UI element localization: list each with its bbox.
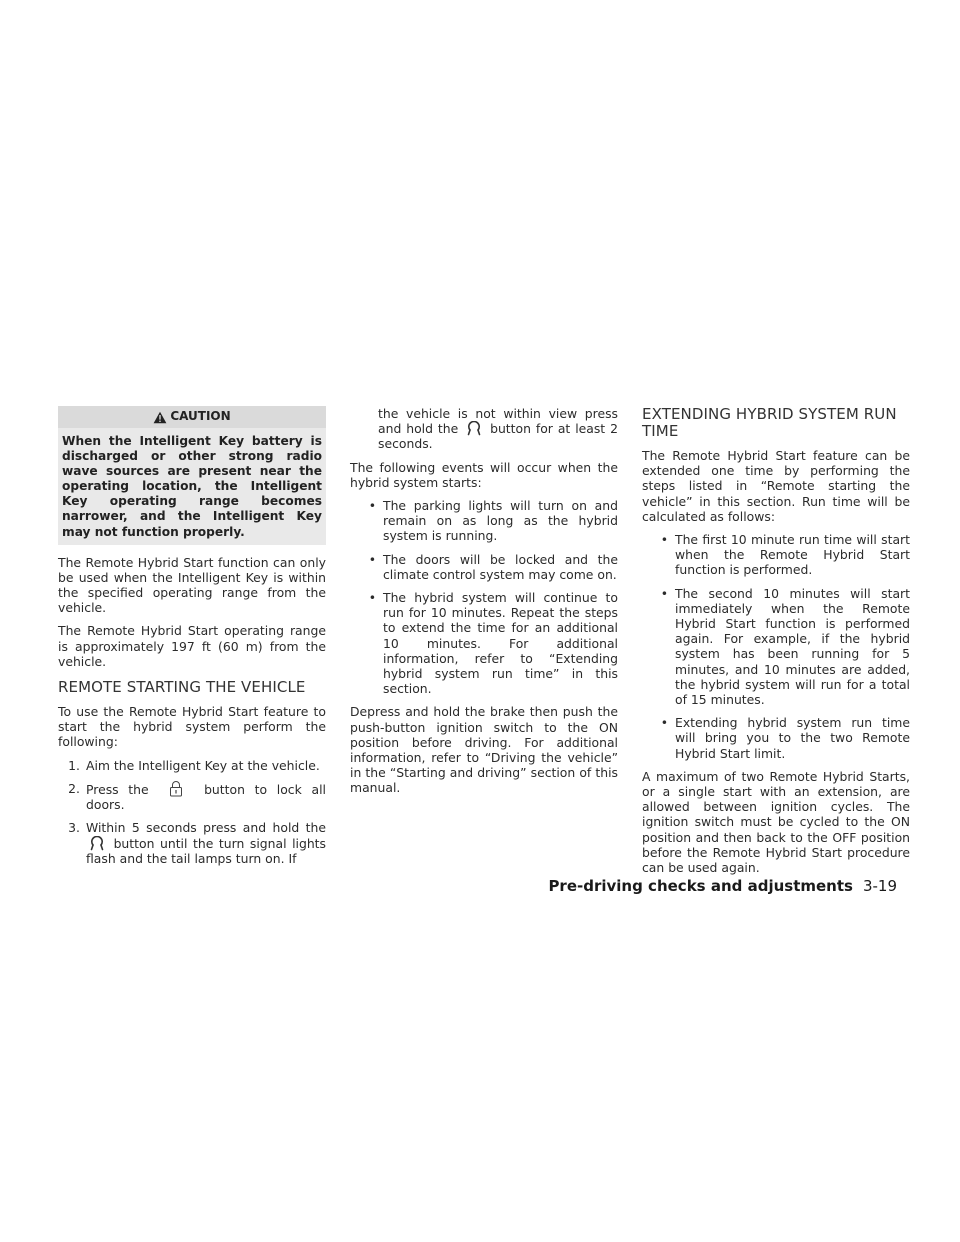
list-item bbox=[58, 820, 326, 866]
section-heading: EXTENDING HYBRID SYSTEM RUN TIME bbox=[642, 405, 897, 440]
list-text: Press the bbox=[86, 781, 149, 797]
bullet-text: The parking lights will turn on and remain on as long as the hybrid system is running. bbox=[383, 498, 618, 544]
bullet-item bbox=[350, 552, 618, 582]
paragraph: The following events will occur when the hybrid system starts: bbox=[350, 459, 618, 490]
list-text: Aim the Intelligent Key at the vehicle. bbox=[86, 757, 320, 773]
caution-box bbox=[58, 406, 326, 545]
paragraph: A maximum of two Remote Hybrid Starts, or a single start with an extension, are allowed between ignition cycles. The ignition switch must be cycled to the ON position and then back to the OFF position before the Remote Hybrid Start procedure can be used again. bbox=[642, 768, 910, 876]
remote-start-icon bbox=[89, 836, 105, 851]
paragraph: The Remote Hybrid Start function can only be used when the Intelligent Key is within the specified operating range from the vehicle. bbox=[58, 554, 326, 616]
paragraph: Depress and hold the brake then push the push-button ignition switch to the ON position before driving. For additional information, refer to “Driving the vehicle” in the “Starting and driving” section of this manual. bbox=[350, 704, 618, 796]
column-2 bbox=[350, 406, 618, 804]
caution-header bbox=[58, 406, 326, 428]
bullet-text: The doors will be locked and the climate control system may come on. bbox=[383, 551, 618, 582]
list-number: 2. bbox=[68, 780, 80, 796]
bullet-item bbox=[642, 586, 910, 708]
list-item-continuation bbox=[350, 406, 618, 452]
bullet: • bbox=[368, 551, 376, 567]
list-text: button for at least 2 seconds. bbox=[378, 421, 618, 452]
bullet: • bbox=[660, 715, 668, 731]
page-footer bbox=[548, 877, 897, 895]
lock-icon bbox=[161, 781, 191, 797]
caution-label: CAUTION bbox=[170, 409, 231, 424]
list-text: Within 5 seconds press and hold the bbox=[86, 820, 326, 836]
footer-section-title: Pre-driving checks and adjustments bbox=[548, 877, 853, 895]
paragraph: The Remote Hybrid Start operating range is approximately 197 ft (60 m) from the vehicle. bbox=[58, 623, 326, 669]
page-number: 3-19 bbox=[862, 877, 897, 895]
list-text: the vehicle is not within view press and hold the bbox=[378, 406, 618, 437]
bullet: • bbox=[368, 590, 376, 606]
remote-start-icon bbox=[466, 421, 482, 436]
bullet-item bbox=[642, 532, 910, 578]
bullet-text: The hybrid system will continue to run for 10 minutes. Repeat the steps to extend the time for an additional 10 minutes. For additional information, refer to “Extending hybrid system run time” in this section. bbox=[383, 590, 618, 697]
bullet-item bbox=[642, 715, 910, 761]
list-text: button until the turn signal lights flash and the tail lamps turn on. If bbox=[86, 835, 326, 866]
section-heading: REMOTE STARTING THE VEHICLE bbox=[58, 678, 306, 697]
bullet-text: The second 10 minutes will start immediately when the Remote Hybrid Start function is performed again. For example, if the hybrid system has been running for 5 minutes, and 10 minutes are added, the hybrid system will run for a total of 15 minutes. bbox=[675, 585, 910, 708]
column-1 bbox=[58, 406, 326, 874]
bullet-text: Extending hybrid system run time will bring you to the two Remote Hybrid Start limit. bbox=[675, 715, 910, 761]
list-number: 3. bbox=[68, 820, 80, 836]
caution-text: When the Intelligent Key battery is discharged or other strong radio wave sources are present near the operating location, the Intelligent Key operating range becomes narrower, and the Intelligent Key may not function properly. bbox=[62, 434, 322, 539]
column-3 bbox=[642, 406, 910, 883]
paragraph: The Remote Hybrid Start feature can be extended one time by performing the steps listed in “Remote starting the vehicle” in this section. Run time will be calculated as follows: bbox=[642, 448, 910, 524]
bullet-item bbox=[350, 498, 618, 544]
warning-icon bbox=[153, 411, 167, 424]
paragraph: To use the Remote Hybrid Start feature to start the hybrid system perform the following: bbox=[58, 704, 326, 750]
bullet: • bbox=[660, 585, 668, 601]
bullet-text: The first 10 minute run time will start when the Remote Hybrid Start function is performed. bbox=[675, 532, 910, 578]
list-item bbox=[58, 781, 326, 812]
list-item bbox=[58, 758, 326, 773]
bullet: • bbox=[368, 498, 376, 514]
bullet: • bbox=[660, 532, 668, 548]
list-text: button to lock all doors. bbox=[86, 781, 326, 813]
bullet-item bbox=[350, 590, 618, 696]
list-number: 1. bbox=[68, 757, 80, 773]
